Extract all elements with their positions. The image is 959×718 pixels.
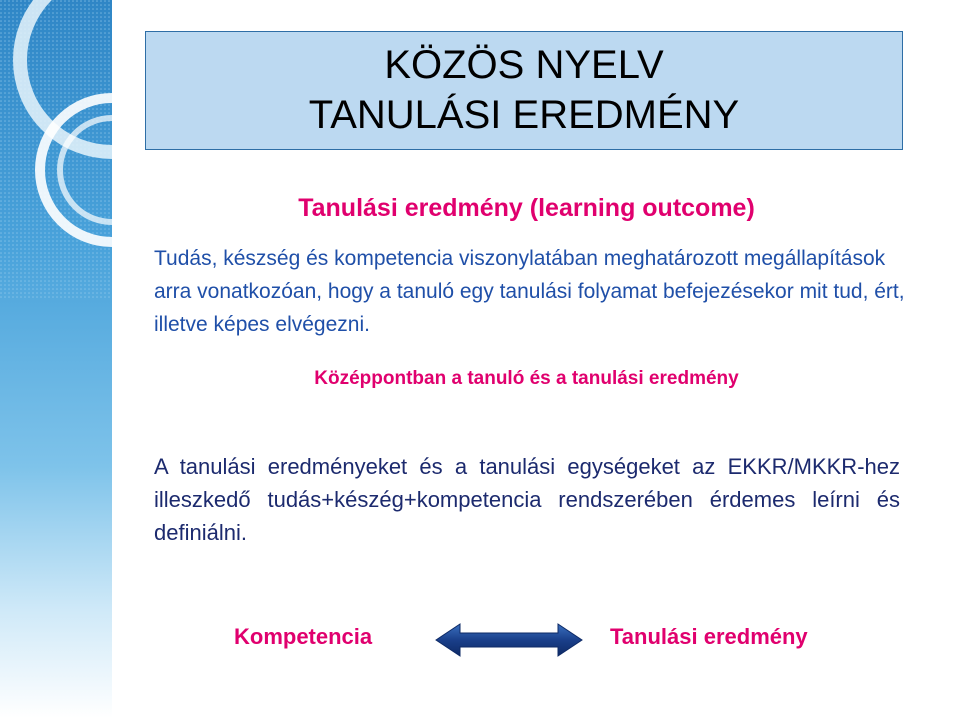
title-box xyxy=(145,31,903,150)
decorative-rings-icon xyxy=(0,0,112,718)
focus-heading: Középpontban a tanuló és a tanulási eredmény xyxy=(314,368,739,389)
body-text: A tanulási eredményeket és a tanulási egységeket az EKKR/MKKR-hez illeszkedő tudás+készég+kompetencia rendszerében érdemes leírni és definiálni. xyxy=(154,454,900,545)
relation-left-label: Kompetencia xyxy=(234,624,373,649)
title-line-1: KÖZÖS NYELV xyxy=(384,43,664,87)
relation-right-label: Tanulási eredmény xyxy=(610,624,808,649)
definition-text: Tudás, készség és kompetencia viszonylatában meghatározott megállapítások arra vonatkozóan, hogy a tanuló egy tanulási folyamat befejezésekor mit tud, ért, illetve képes elvégezni. xyxy=(154,247,905,336)
title-line-2: TANULÁSI EREDMÉNY xyxy=(308,93,740,137)
decorative-side-strip xyxy=(0,0,112,718)
subtitle: Tanulási eredmény (learning outcome) xyxy=(298,194,755,222)
double-arrow-icon xyxy=(434,620,584,660)
